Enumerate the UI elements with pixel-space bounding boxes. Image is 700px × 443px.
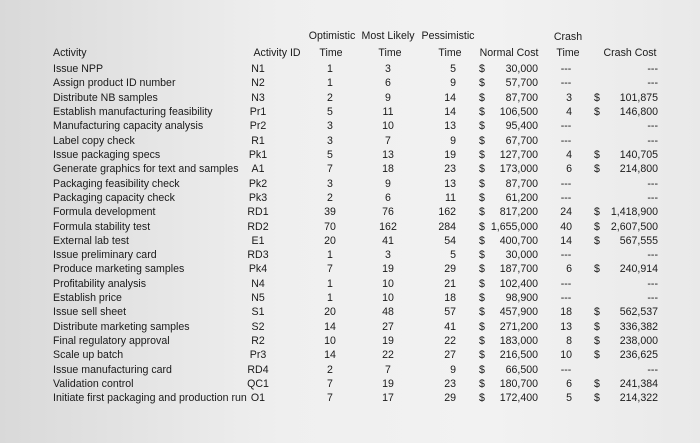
row-activity: Issue manufacturing card: [53, 363, 172, 376]
row-optimistic: 3: [327, 134, 333, 147]
row-activity-id: RD1: [247, 206, 269, 219]
row-crash-time: ---: [560, 63, 572, 75]
row-crash-cost: 236,625: [619, 349, 658, 362]
row-activity-id: S2: [251, 320, 265, 333]
row-crash-time: ---: [560, 177, 572, 190]
row-most-likely: 10: [382, 277, 394, 290]
row-optimistic: 1: [327, 292, 333, 305]
row-most-likely: 162: [379, 220, 397, 233]
row-normal-cost: 127,700: [499, 148, 538, 161]
row-normal-cost-currency: $: [479, 63, 485, 75]
row-activity-id: Pk2: [248, 177, 268, 190]
row-optimistic: 7: [327, 163, 333, 176]
row-optimistic: 2: [327, 363, 333, 376]
row-optimistic: 20: [324, 234, 336, 247]
header-normal-cost: Normal Cost: [479, 47, 539, 59]
row-crash-cost: 241,384: [619, 378, 658, 391]
row-pessimistic: 29: [444, 263, 456, 276]
row-pessimistic: 9: [450, 363, 456, 376]
row-crash-cost: 140,705: [619, 148, 658, 161]
row-normal-cost: 30,000: [505, 249, 538, 262]
row-crash-cost: 336,382: [619, 320, 658, 333]
row-crash-time: 6: [566, 163, 572, 176]
row-optimistic: 1: [327, 249, 333, 262]
row-pessimistic: 5: [450, 249, 456, 262]
row-crash-time: ---: [560, 363, 572, 376]
row-most-likely: 3: [385, 249, 391, 262]
row-pessimistic: 9: [450, 134, 456, 147]
row-normal-cost: 457,900: [499, 306, 538, 319]
row-normal-cost-currency: $: [479, 292, 485, 305]
row-activity: Formula stability test: [53, 220, 151, 233]
row-crash-time: 5: [566, 392, 572, 405]
row-most-likely: 10: [382, 120, 394, 133]
row-crash-cost: 238,000: [619, 335, 658, 348]
row-most-likely: 27: [382, 320, 394, 333]
row-normal-cost: 183,000: [499, 335, 538, 348]
row-activity: Label copy check: [53, 134, 135, 147]
row-activity: Issue sell sheet: [53, 306, 127, 319]
row-pessimistic: 27: [444, 349, 456, 362]
row-most-likely: 7: [385, 363, 391, 376]
row-crash-cost: ---: [647, 177, 658, 190]
row-most-likely: 41: [382, 234, 394, 247]
row-most-likely: 9: [385, 177, 391, 190]
row-pessimistic: 14: [444, 91, 456, 104]
row-pessimistic: 13: [444, 177, 456, 190]
row-optimistic: 14: [324, 349, 336, 362]
row-normal-cost: 180,700: [499, 378, 538, 391]
row-activity: Produce marketing samples: [53, 263, 185, 276]
row-activity-id: RD3: [247, 249, 269, 262]
row-crash-cost-currency: $: [594, 91, 600, 104]
row-pessimistic: 284: [438, 220, 456, 233]
row-crash-cost-currency: $: [594, 320, 600, 333]
row-crash-cost-currency: $: [594, 206, 600, 219]
row-pessimistic: 23: [444, 163, 456, 176]
row-activity-id: Pr2: [249, 120, 267, 133]
row-crash-cost: ---: [647, 249, 658, 262]
row-pessimistic: 162: [438, 206, 456, 219]
row-normal-cost: 67,700: [505, 134, 538, 147]
row-most-likely: 3: [385, 63, 391, 75]
row-normal-cost: 98,900: [505, 292, 538, 305]
row-activity: Packaging feasibility check: [53, 177, 180, 190]
row-most-likely: 6: [385, 191, 391, 204]
row-pessimistic: 13: [444, 120, 456, 133]
row-most-likely: 22: [382, 349, 394, 362]
row-activity-id: N1: [251, 63, 265, 75]
row-crash-cost: ---: [647, 191, 658, 204]
row-crash-cost: 567,555: [619, 234, 658, 247]
row-normal-cost-currency: $: [479, 263, 485, 276]
row-normal-cost-currency: $: [479, 206, 485, 219]
row-crash-time: ---: [560, 277, 572, 290]
row-optimistic: 70: [324, 220, 336, 233]
row-activity: Formula development: [53, 206, 156, 219]
row-crash-time: ---: [560, 249, 572, 262]
row-crash-time: 40: [560, 220, 572, 233]
row-normal-cost-currency: $: [479, 249, 485, 262]
row-crash-cost-currency: $: [594, 392, 600, 405]
row-crash-time: 13: [560, 320, 572, 333]
row-crash-cost: ---: [647, 277, 658, 290]
row-normal-cost: 95,400: [505, 120, 538, 133]
row-activity: Issue NPP: [53, 63, 104, 75]
row-normal-cost-currency: $: [479, 191, 485, 204]
row-normal-cost-currency: $: [479, 105, 485, 118]
row-activity-id: RD2: [247, 220, 269, 233]
row-activity: Establish price: [53, 292, 122, 305]
row-normal-cost: 400,700: [499, 234, 538, 247]
row-crash-cost: ---: [647, 363, 658, 376]
row-activity-id: R2: [251, 335, 265, 348]
row-most-likely: 7: [385, 134, 391, 147]
row-normal-cost-currency: $: [479, 148, 485, 161]
row-activity-id: N5: [251, 292, 265, 305]
row-pessimistic: 5: [450, 63, 456, 75]
row-pessimistic: 22: [444, 335, 456, 348]
row-activity: Validation control: [53, 378, 134, 391]
row-crash-time: 14: [560, 234, 572, 247]
row-crash-time: 4: [566, 105, 572, 118]
row-normal-cost: 271,200: [499, 320, 538, 333]
row-normal-cost-currency: $: [479, 335, 485, 348]
row-normal-cost: 187,700: [499, 263, 538, 276]
row-activity: Scale up batch: [53, 349, 124, 362]
row-normal-cost-currency: $: [479, 177, 485, 190]
row-crash-time: ---: [560, 134, 572, 147]
header-pessimistic-time: Time: [438, 47, 462, 59]
row-crash-cost: 2,607,500: [610, 220, 658, 233]
row-crash-time: ---: [560, 191, 572, 204]
row-activity-id: S1: [251, 306, 265, 319]
row-optimistic: 14: [324, 320, 336, 333]
row-activity-id: RD4: [247, 363, 269, 376]
row-crash-time: 4: [566, 148, 572, 161]
row-crash-time: 6: [566, 263, 572, 276]
row-activity-id: R1: [251, 134, 265, 147]
row-most-likely: 13: [382, 148, 394, 161]
row-normal-cost-currency: $: [479, 277, 485, 290]
row-optimistic: 3: [327, 120, 333, 133]
row-activity: Distribute NB samples: [53, 91, 158, 104]
row-optimistic: 7: [327, 263, 333, 276]
row-activity: Packaging capacity check: [53, 191, 175, 204]
row-crash-cost-currency: $: [594, 263, 600, 276]
row-normal-cost-currency: $: [479, 77, 485, 90]
row-activity-id: Pk1: [248, 148, 268, 161]
row-optimistic: 5: [327, 148, 333, 161]
row-optimistic: 10: [324, 335, 336, 348]
row-activity-id: A1: [251, 163, 265, 176]
row-crash-time: 3: [566, 91, 572, 104]
row-crash-cost-currency: $: [594, 349, 600, 362]
row-most-likely: 18: [382, 163, 394, 176]
row-normal-cost-currency: $: [479, 234, 485, 247]
row-crash-time: 24: [560, 206, 572, 219]
row-crash-cost-currency: $: [594, 378, 600, 391]
row-crash-cost-currency: $: [594, 234, 600, 247]
row-normal-cost: 87,700: [505, 91, 538, 104]
row-crash-cost: ---: [647, 134, 658, 147]
row-pessimistic: 18: [444, 292, 456, 305]
row-crash-cost-currency: $: [594, 163, 600, 176]
row-crash-cost: 214,800: [619, 163, 658, 176]
header-most-likely-time: Time: [378, 47, 402, 59]
row-most-likely: 76: [382, 206, 394, 219]
row-pessimistic: 21: [444, 277, 456, 290]
row-most-likely: 19: [382, 378, 394, 391]
row-crash-cost-currency: $: [594, 105, 600, 118]
row-normal-cost: 61,200: [505, 191, 538, 204]
row-activity: Assign product ID number: [53, 77, 176, 90]
row-normal-cost-currency: $: [479, 120, 485, 133]
header-crash-time: Time: [556, 47, 580, 59]
row-activity: External lab test: [53, 234, 129, 247]
row-activity-id: Pr3: [249, 349, 267, 362]
row-normal-cost: 30,000: [505, 63, 538, 75]
row-most-likely: 6: [385, 77, 391, 90]
row-optimistic: 3: [327, 177, 333, 190]
row-crash-cost: 101,875: [619, 91, 658, 104]
row-optimistic: 1: [327, 77, 333, 90]
row-most-likely: 17: [382, 392, 394, 405]
row-activity-id: Pk4: [248, 263, 268, 276]
row-most-likely: 19: [382, 335, 394, 348]
row-normal-cost-currency: $: [479, 134, 485, 147]
row-crash-cost-currency: $: [594, 306, 600, 319]
row-activity: Final regulatory approval: [53, 335, 170, 348]
row-optimistic: 2: [327, 191, 333, 204]
row-normal-cost: 102,400: [499, 277, 538, 290]
header-optimistic-time: Time: [319, 47, 343, 59]
row-activity-id: N4: [251, 277, 265, 290]
row-optimistic: 1: [327, 277, 333, 290]
row-activity: Distribute marketing samples: [53, 320, 190, 333]
row-pessimistic: 57: [444, 306, 456, 319]
row-pessimistic: 9: [450, 77, 456, 90]
row-normal-cost-currency: $: [479, 378, 485, 391]
row-most-likely: 48: [382, 306, 394, 319]
row-normal-cost: 106,500: [499, 105, 538, 118]
row-optimistic: 7: [327, 392, 333, 405]
row-activity-id: E1: [251, 234, 265, 247]
header-crash: Crash: [553, 31, 583, 43]
row-most-likely: 19: [382, 263, 394, 276]
row-normal-cost-currency: $: [479, 392, 485, 405]
header-pessimistic: Pessimistic: [421, 30, 475, 42]
row-normal-cost: 66,500: [505, 363, 538, 376]
row-crash-cost: 1,418,900: [610, 206, 658, 219]
row-pessimistic: 29: [444, 392, 456, 405]
row-normal-cost-currency: $: [479, 349, 485, 362]
row-crash-cost: ---: [647, 292, 658, 305]
row-activity-id: QC1: [247, 378, 269, 391]
row-activity: Initiate first packaging and production run: [53, 392, 247, 405]
row-most-likely: 10: [382, 292, 394, 305]
row-crash-cost-currency: $: [594, 220, 600, 233]
row-activity-id: Pk3: [248, 191, 268, 204]
row-crash-time: 18: [560, 306, 572, 319]
row-normal-cost-currency: $: [479, 306, 485, 319]
row-pessimistic: 14: [444, 105, 456, 118]
row-crash-time: 10: [560, 349, 572, 362]
row-normal-cost: 817,200: [499, 206, 538, 219]
row-optimistic: 1: [327, 63, 333, 75]
header-activity-id: Activity ID: [253, 47, 301, 59]
row-crash-time: ---: [560, 120, 572, 133]
row-activity: Issue preliminary card: [53, 249, 157, 262]
row-normal-cost-currency: $: [479, 163, 485, 176]
row-normal-cost-currency: $: [479, 91, 485, 104]
row-normal-cost: 173,000: [499, 163, 538, 176]
row-pessimistic: 23: [444, 378, 456, 391]
row-normal-cost: 57,700: [505, 77, 538, 90]
row-most-likely: 11: [382, 105, 394, 118]
row-activity: Generate graphics for text and samples: [53, 163, 239, 176]
row-activity-id: N2: [251, 77, 265, 90]
row-pessimistic: 54: [444, 234, 456, 247]
row-activity-id: O1: [250, 392, 266, 405]
row-pessimistic: 11: [445, 191, 456, 204]
header-activity: Activity: [53, 47, 87, 59]
row-normal-cost: 172,400: [499, 392, 538, 405]
row-crash-cost-currency: $: [594, 335, 600, 348]
row-normal-cost-currency: $: [479, 320, 485, 333]
row-activity-id: Pr1: [249, 105, 267, 118]
header-crash-cost: Crash Cost: [603, 47, 657, 59]
row-activity: Establish manufacturing feasibility: [53, 105, 213, 118]
row-activity-id: N3: [251, 91, 265, 104]
row-crash-cost: 562,537: [619, 306, 658, 319]
row-crash-cost: 240,914: [619, 263, 658, 276]
row-crash-time: 6: [566, 378, 572, 391]
row-normal-cost: 216,500: [499, 349, 538, 362]
row-optimistic: 5: [327, 105, 333, 118]
row-optimistic: 2: [327, 91, 333, 104]
row-normal-cost-currency: $: [479, 363, 485, 376]
row-optimistic: 7: [327, 378, 333, 391]
row-pessimistic: 41: [444, 320, 456, 333]
row-crash-cost: 214,322: [619, 392, 658, 405]
row-activity: Manufacturing capacity analysis: [53, 120, 204, 133]
row-optimistic: 20: [324, 306, 336, 319]
row-activity: Profitability analysis: [53, 277, 147, 290]
row-normal-cost: 1,655,000: [490, 220, 538, 233]
row-normal-cost: 87,700: [505, 177, 538, 190]
row-crash-cost: ---: [647, 63, 658, 75]
row-crash-cost-currency: $: [594, 148, 600, 161]
row-optimistic: 39: [324, 206, 336, 219]
header-optimistic: Optimistic: [308, 30, 356, 42]
row-most-likely: 9: [385, 91, 391, 104]
row-crash-cost: 146,800: [619, 105, 658, 118]
row-crash-time: 8: [566, 335, 572, 348]
row-crash-time: ---: [560, 77, 572, 90]
row-normal-cost-currency: $: [479, 220, 485, 233]
row-crash-cost: ---: [647, 120, 658, 133]
header-most-likely: Most Likely: [361, 30, 415, 42]
row-activity: Issue packaging specs: [53, 148, 161, 161]
row-crash-cost: ---: [647, 77, 658, 90]
row-crash-time: ---: [560, 292, 572, 305]
row-pessimistic: 19: [444, 148, 456, 161]
